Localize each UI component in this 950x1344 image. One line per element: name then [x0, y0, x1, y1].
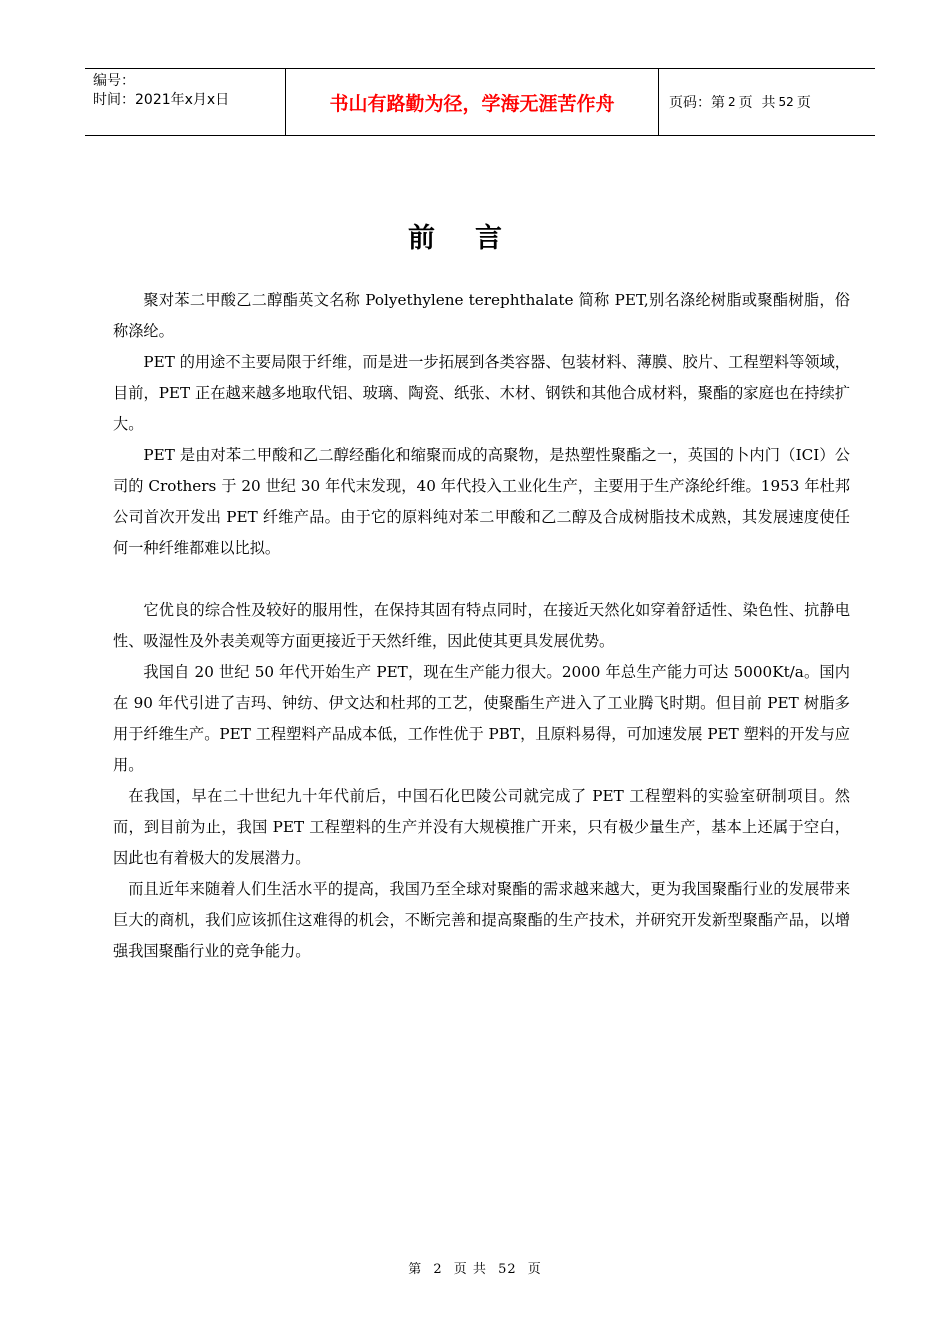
page-footer: [0, 1258, 950, 1277]
paragraph-history: PET 是由对苯二甲酸和乙二醇经酯化和缩聚而成的高聚物，是热塑性聚酯之一，英国的卜内门（ICI）公司的 Crothers 于 20 世纪 30 年代末发现，40 年代投入工业化生产，主要用于生产涤纶纤维。1953 年杜邦公司首次开发出 PET 纤维产品。由于它的原料纯对苯二甲酸和乙二醇及合成树脂技术成熟，其发展速度使任何一种纤维都难以比拟。: [113, 446, 850, 557]
paragraph-properties: 它优良的综合性及较好的服用性，在保持其固有特点同时，在接近天然化如穿着舒适性、染色性、抗静电性、吸湿性及外表美观等方面更接近于天然纤维，因此使其更具发展优势。: [113, 601, 850, 650]
header-page-mid: 页 共: [738, 95, 776, 111]
time-label: 时间：2021年x月x日: [93, 92, 230, 108]
header-page-prefix: 页码：第: [669, 95, 725, 111]
document-header: [85, 68, 875, 136]
header-page-info: [659, 69, 875, 135]
header-page-suffix: 页: [796, 95, 811, 111]
paragraph-outlook: 而且近年来随着人们生活水平的提高，我国乃至全球对聚酯的需求越来越大，更为我国聚酯行业的发展带来巨大的商机，我们应该抓住这难得的机会，不断完善和提高聚酯的生产技术，并研究开发新型聚酯产品，以增强我国聚酯行业的竞争能力。: [113, 880, 850, 960]
number-label: 编号：: [93, 73, 135, 89]
header-motto: 书山有路勤为径，学海无涯苦作舟: [286, 69, 659, 135]
page-title: 前言: [408, 223, 542, 254]
footer-prefix: 第: [408, 1262, 423, 1277]
document-body: [113, 285, 850, 967]
header-page-number: 2: [728, 95, 736, 109]
header-meta: [85, 69, 286, 135]
paragraph-gap: [113, 564, 850, 595]
header-page-total: 52: [778, 95, 794, 109]
footer-suffix: 页: [527, 1262, 542, 1277]
paragraph-research: 在我国，早在二十世纪九十年代前后，中国石化巴陵公司就完成了 PET 工程塑料的实验室研制项目。然而，到目前为止，我国 PET 工程塑料的生产并没有大规模推广开来，只有极少量生产，基本上还属于空白，因此也有着极大的发展潜力。: [113, 787, 850, 867]
paragraph-domestic-production: 我国自 20 世纪 50 年代开始生产 PET，现在生产能力很大。2000 年总生产能力可达 5000Kt/a。国内在 90 年代引进了吉玛、钟纺、伊文达和杜邦的工艺，使聚酯生产进入了工业腾飞时期。但目前 PET 树脂多用于纤维生产。PET 工程塑料产品成本低，工作性优于 PBT，且原料易得，可加速发展 PET 塑料的开发与应用。: [113, 663, 850, 774]
footer-mid: 页 共: [453, 1262, 487, 1277]
footer-page-total: 52: [498, 1262, 517, 1277]
footer-page-number: 2: [433, 1262, 443, 1277]
paragraph-intro: 聚对苯二甲酸乙二醇酯英文名称 Polyethylene terephthalate 简称 PET,别名涤纶树脂或聚酯树脂，俗称涤纶。: [113, 291, 850, 340]
paragraph-uses: PET 的用途不主要局限于纤维，而是进一步拓展到各类容器、包装材料、薄膜、胶片、工程塑料等领域，目前，PET 正在越来越多地取代铝、玻璃、陶瓷、纸张、木材、钢铁和其他合成材料，聚酯的家庭也在持续扩大。: [113, 353, 850, 433]
